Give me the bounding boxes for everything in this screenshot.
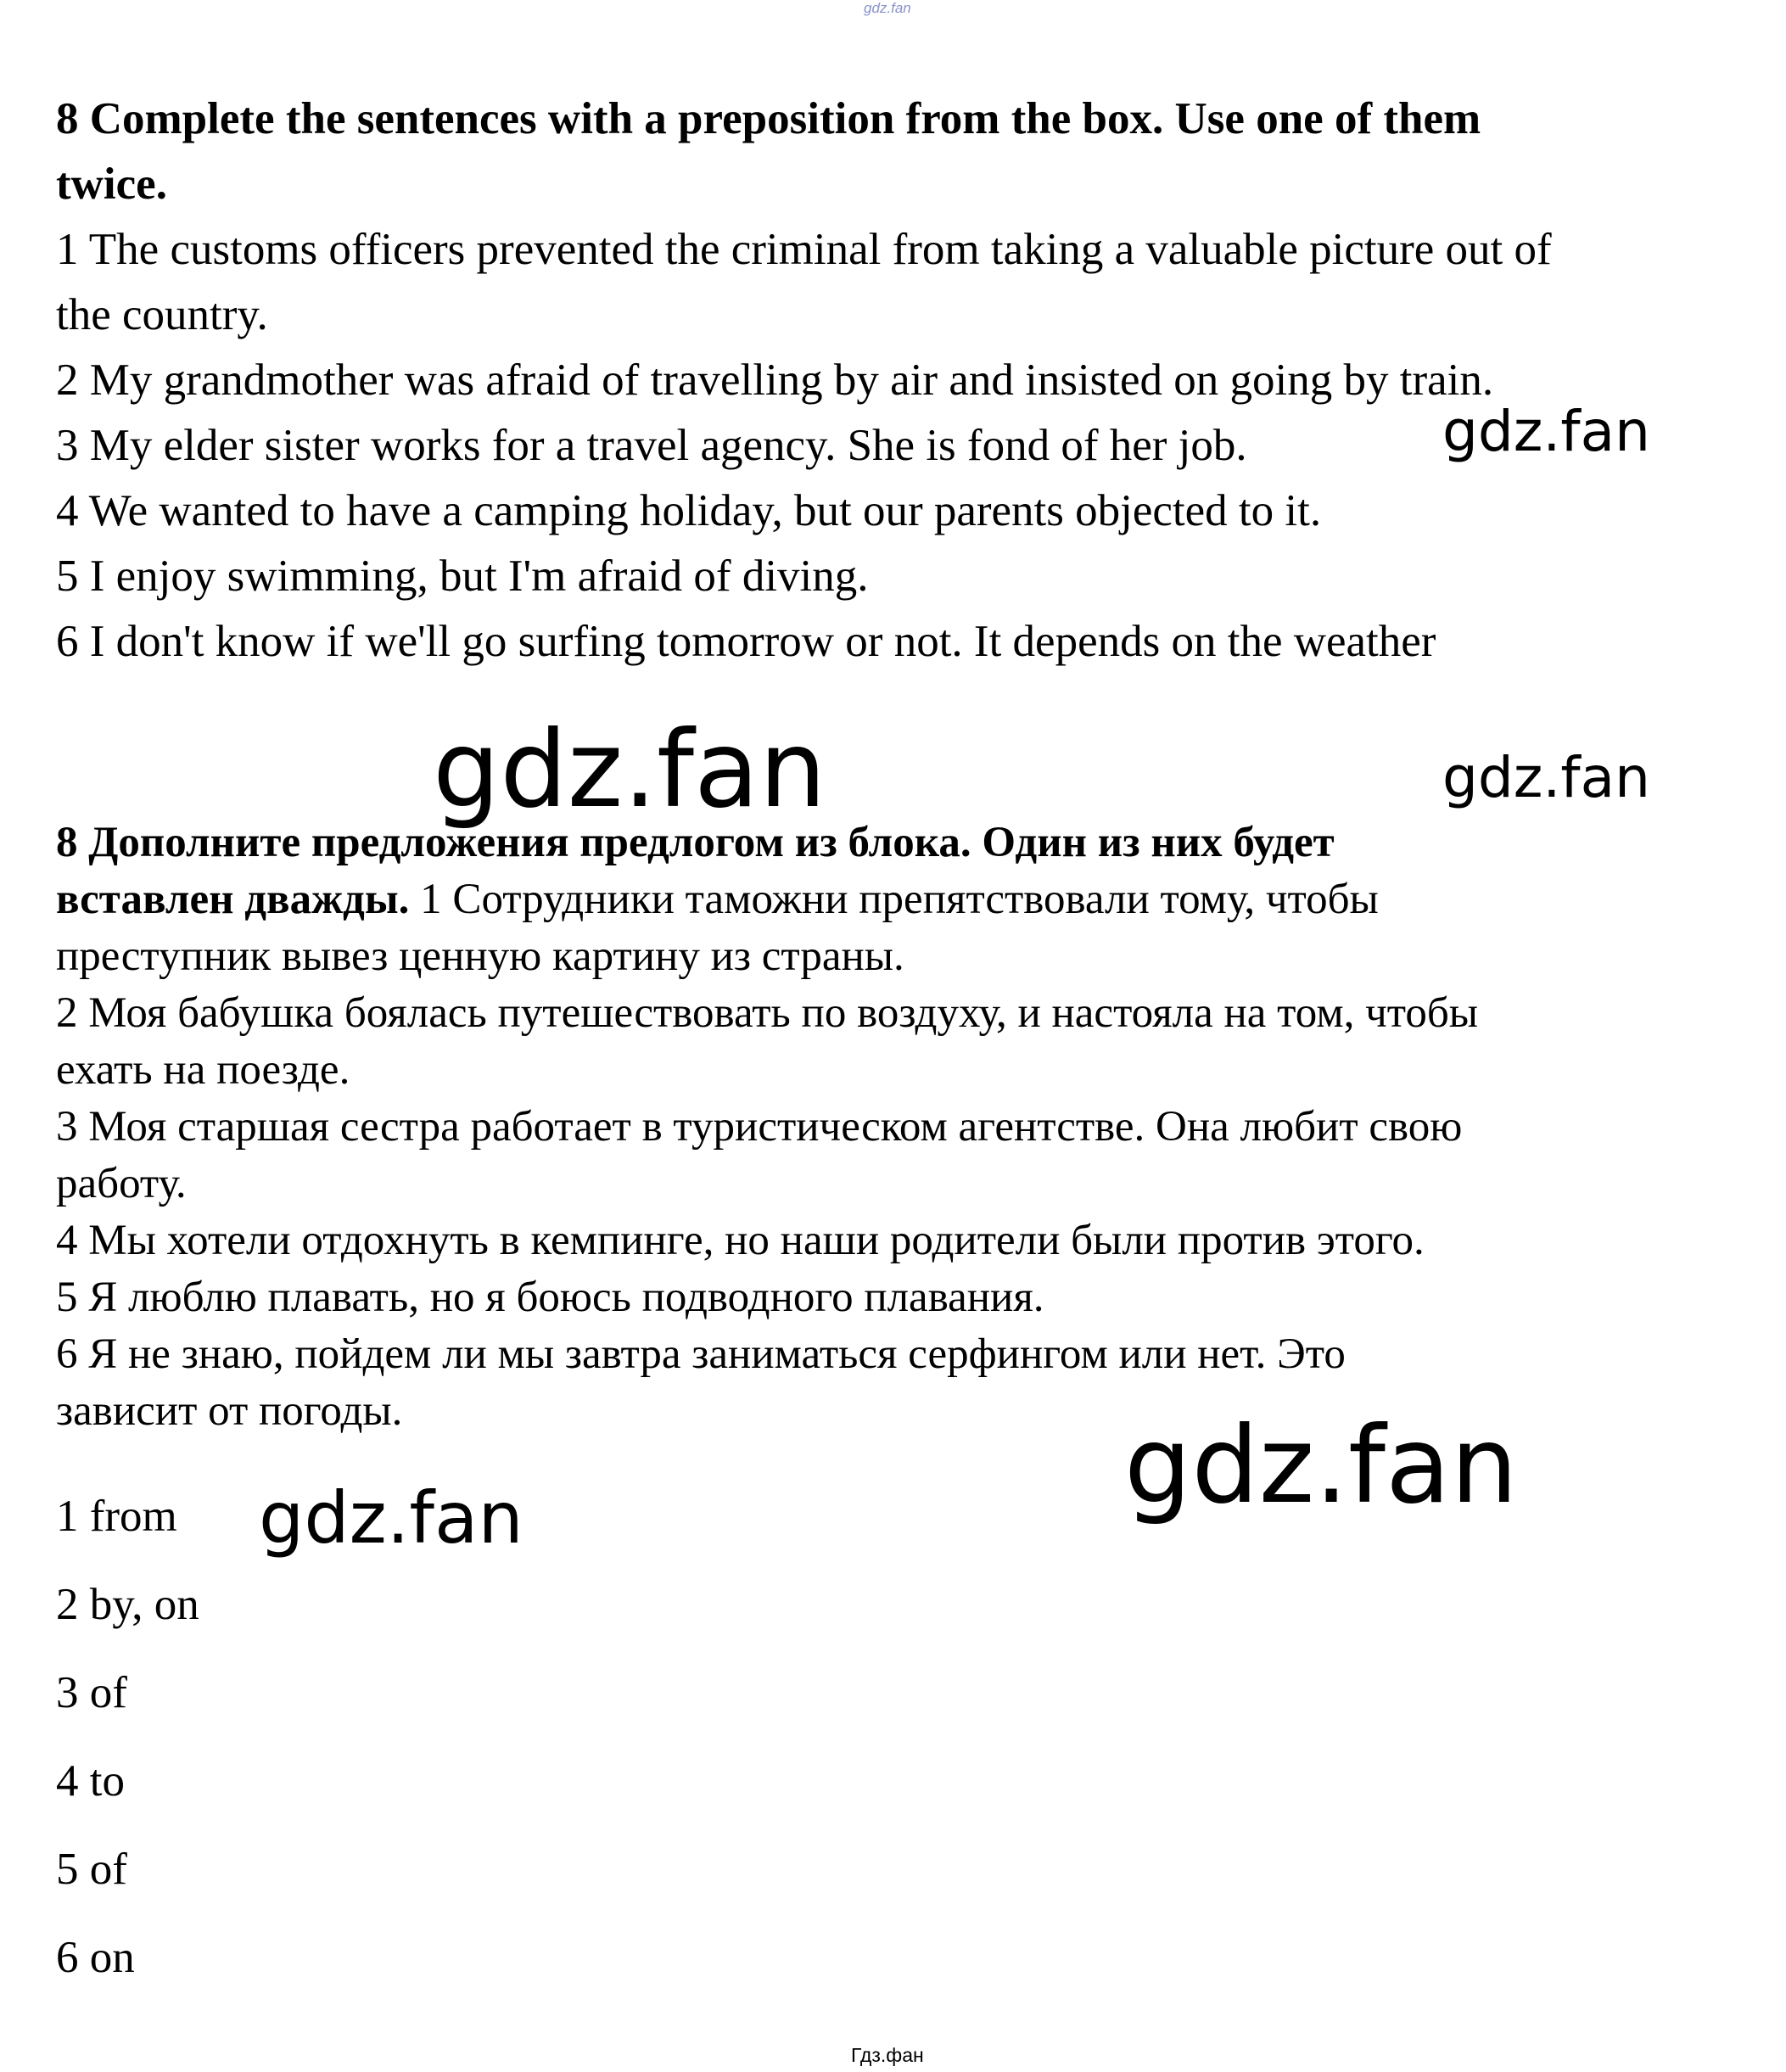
russian-sentence-start: 1 Сотрудники таможни препятствовали тому, чтобы [409,876,1379,923]
russian-translation [56,815,1736,1440]
watermark: gdz.fan [259,1476,523,1560]
russian-heading-line-2 [56,871,1736,928]
answer-item: 5 of [56,1845,127,1894]
top-watermark: gdz.fan [864,0,911,16]
russian-sentence-line: 3 Моя старшая сестра работает в туристическом агентстве. Она любит свою [56,1103,1463,1151]
russian-sentence-line: работу. [56,1160,187,1207]
english-sentence-line: 4 We wanted to have a camping holiday, but our parents objected to it. [56,486,1322,535]
english-sentence-line: 3 My elder sister works for a travel agency. She is fond of her job. [56,421,1247,470]
english-exercise [56,87,1736,675]
russian-sentence-line: преступник вывез ценную картину из страны. [56,932,904,980]
watermark: gdz.fan [433,708,826,832]
russian-sentence-line: 2 Моя бабушка боялась путешествовать по воздуху, и настояла на том, чтобы [56,989,1479,1037]
english-sentence-line: the country. [56,290,268,339]
answer-item: 1 from [56,1492,177,1541]
watermark: gdz.fan [1124,1404,1518,1527]
english-heading-line-2: twice. [56,160,167,209]
watermark: gdz.fan [1442,745,1650,810]
russian-sentence-line: 6 Я не знаю, пойдем ли мы завтра заниматься серфингом или нет. Это [56,1330,1346,1378]
watermark: gdz.fan [1442,399,1650,464]
russian-sentence-line: зависит от погоды. [56,1387,403,1435]
english-heading-line-1: 8 Complete the sentences with a preposition from the box. Use one of them [56,94,1481,143]
english-sentence-line: 2 My grandmother was afraid of travelling by air and insisted on going by train. [56,356,1494,405]
russian-heading-line-1: 8 Дополните предложения предлогом из блока. Один из них будет [56,819,1335,866]
answer-item: 3 of [56,1668,127,1717]
russian-sentence-line: 5 Я люблю плавать, но я боюсь подводного плавания. [56,1274,1044,1321]
answer-list [56,1472,199,2002]
answer-item: 4 to [56,1756,125,1806]
english-sentence-line: 6 I don't know if we'll go surfing tomorrow or not. It depends on the weather [56,617,1436,666]
footer-text: Гдз.фан [851,2044,924,2066]
answer-item: 6 on [56,1933,135,1982]
russian-heading-bold-part: вставлен дважды. [56,876,410,923]
russian-sentence-line: ехать на поезде. [56,1046,350,1094]
english-sentence-line: 1 The customs officers prevented the criminal from taking a valuable picture out of [56,225,1552,274]
russian-sentence-line: 4 Мы хотели отдохнуть в кемпинге, но наши родители были против этого. [56,1217,1425,1264]
answer-item: 2 by, on [56,1580,199,1629]
english-sentence-line: 5 I enjoy swimming, but I'm afraid of diving. [56,552,869,601]
